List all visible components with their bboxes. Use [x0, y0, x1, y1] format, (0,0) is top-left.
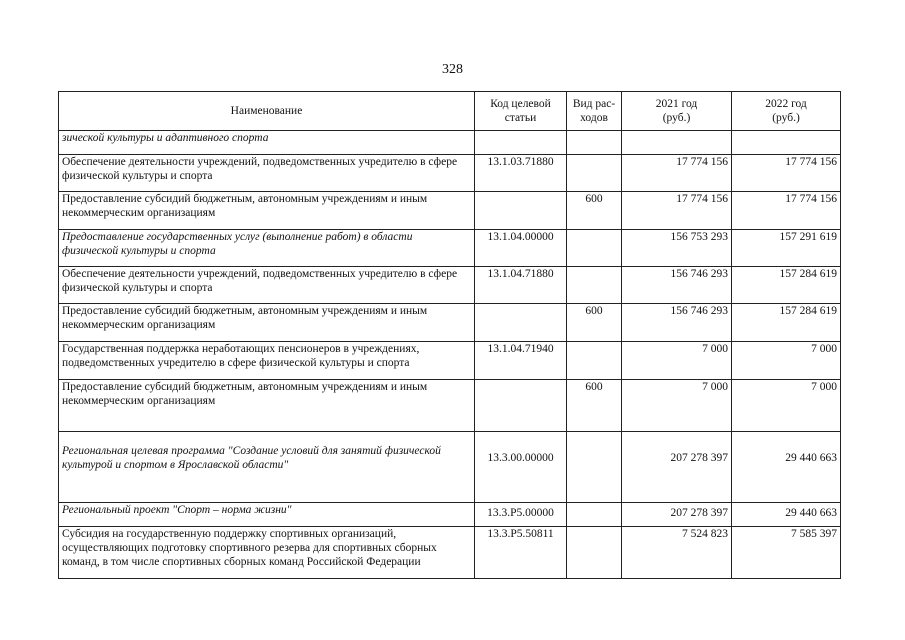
row-amount-2021: 207 278 397 [622, 503, 732, 527]
header-vid [567, 92, 622, 131]
table-row [59, 192, 841, 230]
row-code: 13.1.03.71880 [475, 155, 567, 192]
header-2021 [622, 92, 732, 131]
header-vid-line2: ходов [580, 112, 608, 124]
row-amount-2021: 156 753 293 [622, 230, 732, 267]
table-row [59, 432, 841, 503]
row-amount-2022: 7 585 397 [732, 527, 841, 579]
row-code [475, 131, 567, 155]
row-amount-2022: 7 000 [732, 342, 841, 380]
row-vid [567, 503, 622, 527]
header-vid-line1: Вид рас- [572, 98, 616, 110]
row-vid: 600 [567, 380, 622, 432]
row-code: 13.1.04.71940 [475, 342, 567, 380]
row-code [475, 304, 567, 342]
row-vid [567, 155, 622, 192]
header-code-line2: статьи [504, 112, 537, 124]
row-vid [567, 230, 622, 267]
row-amount-2021: 207 278 397 [622, 432, 732, 503]
row-amount-2021: 7 000 [622, 380, 732, 432]
header-2021-line1: 2021 год [655, 98, 698, 110]
row-amount-2022: 29 440 663 [732, 503, 841, 527]
row-amount-2022: 29 440 663 [732, 432, 841, 503]
table-row [59, 230, 841, 267]
page-number: 328 [442, 62, 463, 77]
row-code: 13.3.00.00000 [475, 432, 567, 503]
row-name: Предоставление субсидий бюджетным, автономным учреждениям и иным некоммерческим организациям [59, 304, 475, 342]
row-vid: 600 [567, 192, 622, 230]
row-name: Обеспечение деятельности учреждений, подведомственных учредителю в сфере физической культуры и спорта [59, 155, 475, 192]
budget-table [58, 91, 841, 579]
header-code [475, 92, 567, 131]
row-code: 13.1.04.71880 [475, 267, 567, 304]
row-code: 13.3.P5.50811 [475, 527, 567, 579]
row-vid [567, 432, 622, 503]
row-amount-2022: 157 284 619 [732, 304, 841, 342]
row-vid [567, 527, 622, 579]
row-code [475, 192, 567, 230]
table-header-row [59, 92, 841, 131]
row-name: Региональный проект "Спорт – норма жизни" [59, 503, 475, 527]
row-vid [567, 267, 622, 304]
row-code: 13.1.04.00000 [475, 230, 567, 267]
row-amount-2021: 7 524 823 [622, 527, 732, 579]
table-row [59, 342, 841, 380]
table-row [59, 155, 841, 192]
header-2022-line2: (руб.) [772, 112, 800, 124]
row-amount-2021: 7 000 [622, 342, 732, 380]
row-vid [567, 131, 622, 155]
row-amount-2022: 157 284 619 [732, 267, 841, 304]
table-row [59, 380, 841, 432]
row-name: Предоставление субсидий бюджетным, автономным учреждениям и иным некоммерческим организациям [59, 192, 475, 230]
row-name: Предоставление субсидий бюджетным, автономным учреждениям и иным некоммерческим организациям [59, 380, 475, 432]
row-name: Предоставление государственных услуг (выполнение работ) в области физической культуры и спорта [59, 230, 475, 267]
row-amount-2021: 156 746 293 [622, 304, 732, 342]
row-vid: 600 [567, 304, 622, 342]
row-name: Государственная поддержка неработающих пенсионеров в учреждениях, подведомственных учредителю в сфере физической культуры и спорта [59, 342, 475, 380]
header-2021-line2: (руб.) [662, 112, 691, 124]
row-amount-2021: 17 774 156 [622, 155, 732, 192]
header-name: Наименование [59, 92, 475, 131]
row-amount-2021 [622, 131, 732, 155]
row-vid [567, 342, 622, 380]
header-code-line1: Код целевой [490, 98, 551, 110]
row-name: Региональная целевая программа "Создание условий для занятий физической культурой и спортом в Ярославской области" [59, 432, 475, 503]
table-row [59, 131, 841, 155]
header-2022 [732, 92, 841, 131]
row-amount-2022: 157 291 619 [732, 230, 841, 267]
header-2022-line1: 2022 год [765, 98, 807, 110]
row-amount-2022: 17 774 156 [732, 192, 841, 230]
row-amount-2022 [732, 131, 841, 155]
row-amount-2022: 17 774 156 [732, 155, 841, 192]
row-name: зической культуры и адаптивного спорта [59, 131, 475, 155]
row-amount-2021: 156 746 293 [622, 267, 732, 304]
row-name: Обеспечение деятельности учреждений, подведомственных учредителю в сфере физической культуры и спорта [59, 267, 475, 304]
row-amount-2022: 7 000 [732, 380, 841, 432]
table-row [59, 267, 841, 304]
row-amount-2021: 17 774 156 [622, 192, 732, 230]
table-row [59, 304, 841, 342]
row-code: 13.3.P5.00000 [475, 503, 567, 527]
table-row [59, 503, 841, 527]
row-name: Субсидия на государственную поддержку спортивных организаций, осуществляющих подготовку спортивного резерва для спортивных сборных команд, в том числе спортивных сборных команд Российской Федерации [59, 527, 475, 579]
table-row [59, 527, 841, 579]
row-code [475, 380, 567, 432]
